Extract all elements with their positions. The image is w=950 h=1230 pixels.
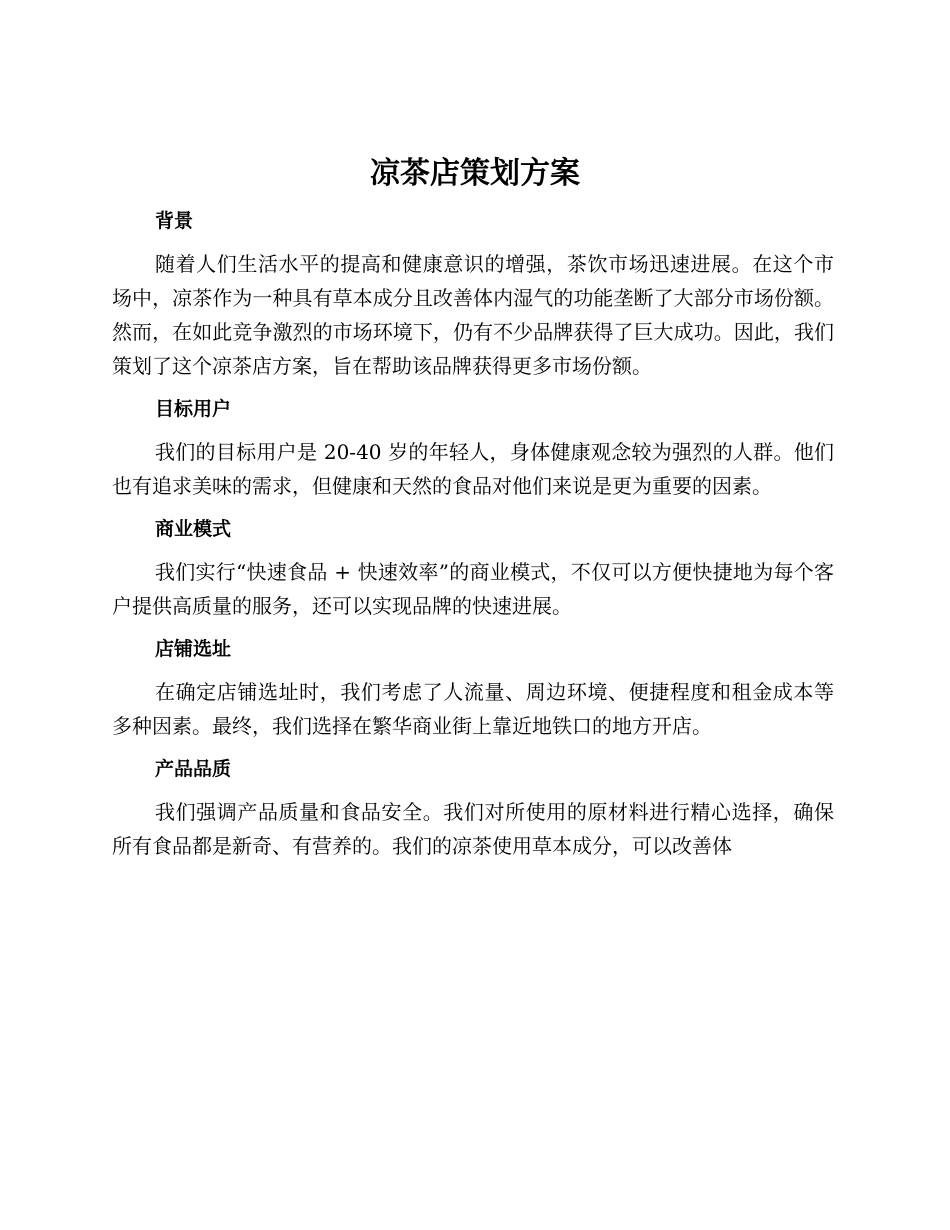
section-paragraph: 我们强调产品质量和食品安全。我们对所使用的原材料进行精心选择，确保所有食品都是新奇、有营养的。我们的凉茶使用草本成分，可以改善体 bbox=[112, 800, 834, 858]
section-paragraph: 随着人们生活水平的提高和健康意识的增强，茶饮市场迅速进展。在这个市场中，凉茶作为一种具有草本成分且改善体内湿气的功能垄断了大部分市场份额。然而，在如此竞争激烈的市场环境下，仍有不少品牌获得了巨大成功。因此，我们策划了这个凉茶店方案，旨在帮助该品牌获得更多市场份额。 bbox=[112, 252, 834, 378]
section-heading: 目标用户 bbox=[155, 398, 232, 420]
document-body bbox=[112, 204, 834, 872]
section-heading: 商业模式 bbox=[155, 518, 232, 540]
section-store-location bbox=[112, 632, 834, 743]
section-heading: 产品品质 bbox=[155, 758, 232, 780]
section-paragraph: 在确定店铺选址时，我们考虑了人流量、周边环境、便捷程度和租金成本等多种因素。最终，我们选择在繁华商业街上靠近地铁口的地方开店。 bbox=[112, 680, 834, 738]
section-heading: 背景 bbox=[155, 210, 194, 232]
section-heading: 店铺选址 bbox=[155, 638, 232, 660]
document-title: 凉茶店策划方案 bbox=[370, 156, 580, 191]
section-product-quality bbox=[112, 752, 834, 863]
section-target-users bbox=[112, 392, 834, 503]
section-background bbox=[112, 204, 834, 383]
section-paragraph: 我们实行“快速食品 + 快速效率”的商业模式，不仅可以方便快捷地为每个客户提供高质量的服务，还可以实现品牌的快速进展。 bbox=[112, 560, 834, 618]
section-paragraph: 我们的目标用户是 20-40 岁的年轻人，身体健康观念较为强烈的人群。他们也有追求美味的需求，但健康和天然的食品对他们来说是更为重要的因素。 bbox=[112, 440, 834, 498]
section-business-model bbox=[112, 512, 834, 623]
